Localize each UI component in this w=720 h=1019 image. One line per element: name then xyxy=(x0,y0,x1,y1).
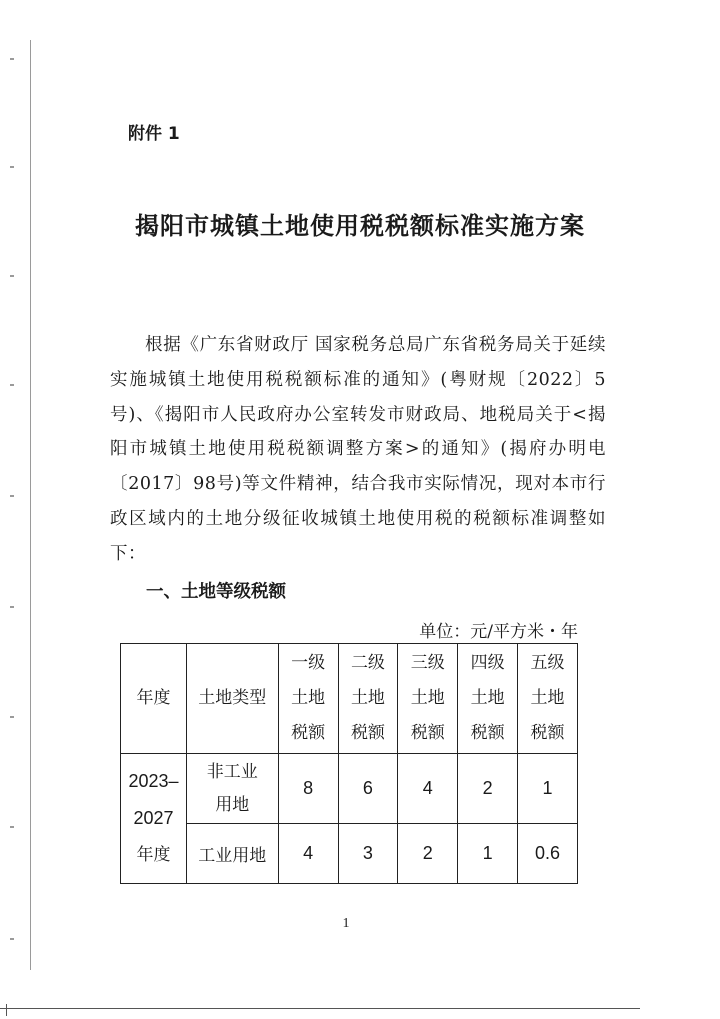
table-cell: 2 xyxy=(398,824,458,884)
header-year: 年度 xyxy=(121,644,187,754)
scan-mark xyxy=(10,495,14,497)
scan-mark xyxy=(10,384,14,386)
document-title: 揭阳市城镇土地使用税税额标准实施方案 xyxy=(135,211,585,240)
table-cell: 6 xyxy=(338,754,398,824)
table-cell: 8 xyxy=(278,754,338,824)
body-paragraph: 根据《广东省财政厅 国家税务总局广东省税务局关于延续实施城镇土地使用税税额标准的通知》(粤财规〔2022〕5号)、《揭阳市人民政府办公室转发市财政局、地税局关于<揭阳市城镇土地使用税税额调整方案>的通知》(揭府办明电〔2017〕98号)等文件精神，结合我市实际情况，现对本市行政区域内的土地分级征收城镇土地使用税的税额标准调整如下： xyxy=(110,335,606,564)
land-type-non-industrial: 非工业 用地 xyxy=(186,754,278,824)
unit-label: 单位：元/平方米・年 xyxy=(419,622,578,642)
table-cell: 1 xyxy=(458,824,518,884)
scan-mark xyxy=(10,716,14,718)
table-cell: 1 xyxy=(518,754,578,824)
table-cell: 3 xyxy=(338,824,398,884)
table-row xyxy=(121,754,578,824)
page-number: 1 xyxy=(342,916,350,931)
header-land-type: 土地类型 xyxy=(186,644,278,754)
scan-mark xyxy=(10,58,14,60)
attachment-label: 附件 1 xyxy=(128,124,180,144)
period-cell: 2023– 2027 年度 xyxy=(121,754,187,884)
table-cell: 0.6 xyxy=(518,824,578,884)
table-cell: 2 xyxy=(458,754,518,824)
header-grade-5: 五级 土地 税额 xyxy=(518,644,578,754)
scan-mark xyxy=(10,275,14,277)
land-type-industrial: 工业用地 xyxy=(186,824,278,884)
header-grade-3: 三级 土地 税额 xyxy=(398,644,458,754)
header-grade-2: 二级 土地 税额 xyxy=(338,644,398,754)
scan-mark xyxy=(10,606,14,608)
table-cell: 4 xyxy=(278,824,338,884)
scan-bottom-line xyxy=(0,1008,640,1009)
section-heading: 一、土地等级税额 xyxy=(146,582,286,602)
table-row xyxy=(121,824,578,884)
scan-mark xyxy=(10,938,14,940)
scan-edge-line xyxy=(30,40,31,970)
scan-mark xyxy=(10,826,14,828)
table-header-row xyxy=(121,644,578,754)
scan-mark xyxy=(10,166,14,168)
header-grade-4: 四级 土地 税额 xyxy=(458,644,518,754)
tax-rate-table xyxy=(120,643,578,884)
header-grade-1: 一级 土地 税额 xyxy=(278,644,338,754)
table-cell: 4 xyxy=(398,754,458,824)
scan-bottom-tick xyxy=(6,1004,7,1016)
